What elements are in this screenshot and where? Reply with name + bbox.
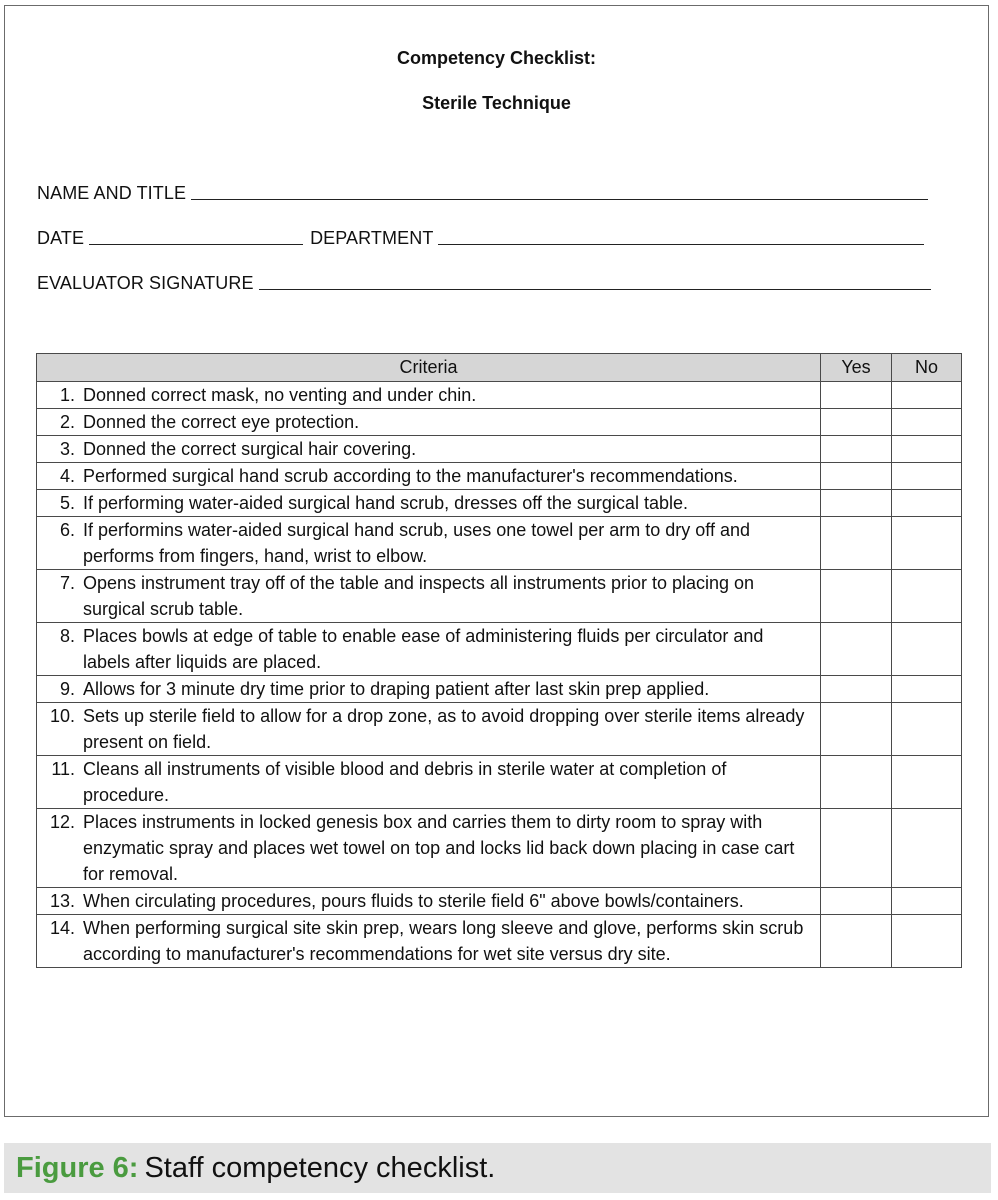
yes-checkbox-cell[interactable]: [821, 463, 892, 490]
criteria-item: [37, 623, 820, 675]
criteria-cell: [37, 409, 821, 436]
criteria-number: 7.: [59, 573, 75, 593]
criteria-text: When circulating procedures, pours fluids to sterile field 6" above bowls/containers.: [83, 891, 744, 911]
evaluator-signature-blank[interactable]: [259, 287, 931, 290]
no-checkbox-cell[interactable]: [892, 382, 962, 409]
yes-checkbox-cell[interactable]: [821, 436, 892, 463]
criteria-table: [36, 353, 962, 968]
no-checkbox-cell[interactable]: [892, 463, 962, 490]
yes-checkbox-cell[interactable]: [821, 570, 892, 623]
criteria-text: Cleans all instruments of visible blood and debris in sterile water at completion of procedure.: [83, 759, 727, 805]
no-checkbox-cell[interactable]: [892, 570, 962, 623]
table-row: [37, 409, 962, 436]
date-blank[interactable]: [89, 242, 303, 245]
criteria-text: Places bowls at edge of table to enable ease of administering fluids per circulator and labels after liquids are placed.: [83, 626, 764, 672]
criteria-text: Performed surgical hand scrub according to the manufacturer's recommendations.: [83, 466, 738, 486]
criteria-cell: [37, 915, 821, 968]
criteria-number: 2.: [59, 412, 75, 432]
criteria-number: 10.: [49, 706, 75, 726]
criteria-item: [37, 756, 820, 808]
criteria-text: When performing surgical site skin prep, wears long sleeve and glove, performs skin scrub according to manufacturer's recommendations for wet site versus dry site.: [83, 918, 804, 964]
criteria-item: [37, 382, 820, 408]
criteria-item: [37, 809, 820, 887]
department-blank[interactable]: [438, 242, 924, 245]
no-checkbox-cell[interactable]: [892, 888, 962, 915]
criteria-number: 5.: [59, 493, 75, 513]
criteria-text: Sets up sterile field to allow for a drop zone, as to avoid dropping over sterile items already present on field.: [83, 706, 805, 752]
criteria-text: Opens instrument tray off of the table and inspects all instruments prior to placing on surgical scrub table.: [83, 573, 755, 619]
criteria-item: [37, 676, 820, 702]
table-row: [37, 517, 962, 570]
criteria-number: 6.: [59, 520, 75, 540]
figure-caption: [4, 1143, 991, 1193]
criteria-cell: [37, 570, 821, 623]
criteria-cell: [37, 756, 821, 809]
yes-checkbox-cell[interactable]: [821, 703, 892, 756]
criteria-number: 4.: [59, 466, 75, 486]
no-checkbox-cell[interactable]: [892, 623, 962, 676]
name-title-field: [37, 182, 928, 204]
table-row: [37, 490, 962, 517]
yes-checkbox-cell[interactable]: [821, 382, 892, 409]
yes-checkbox-cell[interactable]: [821, 676, 892, 703]
document-title: Competency Checklist:: [396, 48, 597, 68]
caption-label: Figure 6:: [16, 1151, 139, 1184]
criteria-number: 8.: [59, 626, 75, 646]
table-header-row: [37, 354, 962, 382]
criteria-item: [37, 915, 820, 967]
date-department-row: [37, 227, 924, 249]
criteria-item: [37, 517, 820, 569]
name-title-label: NAME AND TITLE: [37, 183, 187, 203]
no-checkbox-cell[interactable]: [892, 676, 962, 703]
date-label: DATE: [37, 228, 85, 248]
yes-checkbox-cell[interactable]: [821, 517, 892, 570]
criteria-number: 11.: [51, 759, 75, 779]
criteria-number: 12.: [49, 812, 75, 832]
evaluator-signature-label: EVALUATOR SIGNATURE: [37, 273, 254, 293]
table-row: [37, 703, 962, 756]
yes-checkbox-cell[interactable]: [821, 409, 892, 436]
no-checkbox-cell[interactable]: [892, 490, 962, 517]
criteria-item: [37, 490, 820, 516]
criteria-text: Places instruments in locked genesis box and carries them to dirty room to spray with enzymatic spray and places wet towel on top and locks lid back down placing in case cart for removal.: [83, 812, 795, 884]
criteria-number: 1.: [59, 385, 75, 405]
criteria-cell: [37, 703, 821, 756]
table-row: [37, 888, 962, 915]
criteria-item: [37, 463, 820, 489]
table-row: [37, 809, 962, 888]
yes-checkbox-cell[interactable]: [821, 915, 892, 968]
yes-header: Yes: [821, 354, 892, 382]
criteria-number: 13.: [49, 891, 75, 911]
name-title-blank[interactable]: [191, 197, 928, 200]
criteria-body: [37, 382, 962, 968]
criteria-header: Criteria: [37, 354, 821, 382]
criteria-cell: [37, 888, 821, 915]
criteria-cell: [37, 517, 821, 570]
table-row: [37, 382, 962, 409]
criteria-cell: [37, 623, 821, 676]
table-row: [37, 436, 962, 463]
criteria-cell: [37, 676, 821, 703]
document-subtitle: Sterile Technique: [422, 93, 571, 113]
criteria-item: [37, 703, 820, 755]
no-checkbox-cell[interactable]: [892, 517, 962, 570]
yes-checkbox-cell[interactable]: [821, 756, 892, 809]
checklist-document: [4, 5, 989, 1117]
criteria-number: 3.: [59, 439, 75, 459]
yes-checkbox-cell[interactable]: [821, 809, 892, 888]
criteria-cell: [37, 436, 821, 463]
yes-checkbox-cell[interactable]: [821, 490, 892, 517]
table-row: [37, 756, 962, 809]
table-row: [37, 623, 962, 676]
criteria-cell: [37, 382, 821, 409]
yes-checkbox-cell[interactable]: [821, 623, 892, 676]
table-row: [37, 676, 962, 703]
table-row: [37, 570, 962, 623]
criteria-text: Allows for 3 minute dry time prior to draping patient after last skin prep applied.: [83, 679, 710, 699]
criteria-item: [37, 436, 820, 462]
criteria-text: Donned correct mask, no venting and under chin.: [83, 385, 477, 405]
evaluator-signature-field: [37, 272, 931, 294]
no-checkbox-cell[interactable]: [892, 703, 962, 756]
criteria-cell: [37, 809, 821, 888]
criteria-item: [37, 409, 820, 435]
criteria-number: 14.: [49, 918, 75, 938]
no-header: No: [892, 354, 962, 382]
no-checkbox-cell[interactable]: [892, 809, 962, 888]
criteria-text: If performing water-aided surgical hand scrub, dresses off the surgical table.: [83, 493, 688, 513]
no-checkbox-cell[interactable]: [892, 436, 962, 463]
criteria-text: Donned the correct eye protection.: [83, 412, 360, 432]
criteria-text: Donned the correct surgical hair covering.: [83, 439, 417, 459]
no-checkbox-cell[interactable]: [892, 756, 962, 809]
criteria-item: [37, 570, 820, 622]
caption-text: Staff competency checklist.: [144, 1151, 496, 1184]
department-label: DEPARTMENT: [310, 228, 434, 248]
table-row: [37, 463, 962, 490]
criteria-cell: [37, 463, 821, 490]
no-checkbox-cell[interactable]: [892, 915, 962, 968]
table-row: [37, 915, 962, 968]
criteria-number: 9.: [59, 679, 75, 699]
criteria-text: If performins water-aided surgical hand scrub, uses one towel per arm to dry off and performs from fingers, hand, wrist to elbow.: [83, 520, 751, 566]
yes-checkbox-cell[interactable]: [821, 888, 892, 915]
no-checkbox-cell[interactable]: [892, 409, 962, 436]
criteria-cell: [37, 490, 821, 517]
criteria-item: [37, 888, 820, 914]
